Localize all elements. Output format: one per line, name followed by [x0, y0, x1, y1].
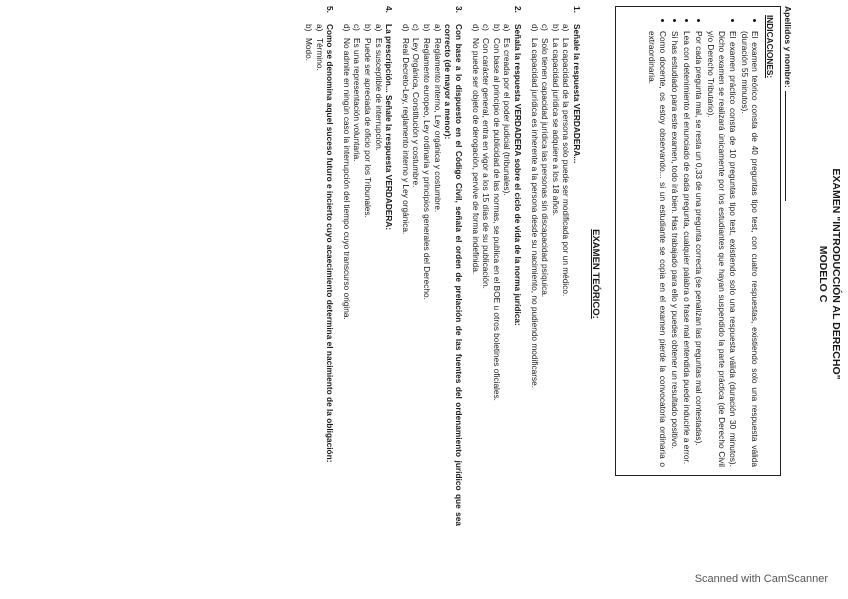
option-letter: a) — [432, 24, 443, 32]
answer-option — [540, 6, 551, 526]
answer-option — [491, 6, 502, 526]
answer-option — [352, 6, 363, 526]
option-text: Es susceptible de interrupción. — [373, 38, 384, 151]
exam-document — [78, 0, 848, 574]
instructions-list — [647, 15, 761, 467]
question-number: 5. — [325, 6, 336, 13]
question-text: Con base a lo dispuesto en el Código Civil, señala el orden de prelación de las fuentes del ordenamiento jurídico que sea correcto (de mayor a menor): — [443, 24, 464, 526]
option-letter: b) — [303, 24, 314, 32]
question-number: 1. — [572, 6, 582, 13]
option-text: No puede ser objeto de derogación, pervive de forma indefinida. — [470, 38, 481, 275]
student-name-blank — [785, 91, 786, 201]
answer-option — [411, 6, 422, 526]
question-text: Señale la respuesta VERDADERA... — [572, 24, 582, 164]
option-letter: c) — [411, 24, 422, 31]
question-number: 2. — [512, 6, 523, 13]
exam-title-line-2: MODELO C — [817, 245, 830, 303]
option-text: No admite en ningún caso la interrupción del tiempo cuyo transcurso origina. — [341, 38, 352, 320]
question-number: 3. — [453, 6, 464, 13]
answer-option — [421, 6, 432, 526]
option-letter: d) — [470, 24, 481, 32]
option-text: Con carácter general, entra en vigor a los 15 días de su publicación. — [481, 38, 492, 289]
answer-option — [502, 6, 513, 526]
option-text: Con base al principio de publicidad de las normas, se publica en el BOE u otros boletines oficiales. — [491, 38, 502, 401]
option-letter: d) — [341, 24, 352, 32]
option-text: Puede ser apreciada de oficio por los Tribunales. — [363, 38, 374, 218]
option-letter: c) — [352, 24, 363, 31]
question — [470, 6, 523, 526]
answer-option — [432, 6, 443, 526]
answer-option — [529, 6, 540, 526]
option-letter: d) — [529, 24, 540, 32]
question — [303, 6, 335, 526]
answer-option — [314, 6, 325, 526]
question-stem — [571, 6, 582, 526]
question-stem — [325, 6, 336, 526]
question-stem — [443, 6, 464, 526]
option-text: La capacidad de la persona solo puede ser modificada por un médico. — [561, 38, 572, 297]
option-letter: a) — [314, 24, 325, 32]
option-text: Reglamento europeo, Ley ordinaria y principios generales del Derecho. — [422, 38, 433, 300]
question-text: La prescripción... Señale la respuesta VERDADERA: — [384, 24, 395, 231]
answer-option — [341, 6, 352, 526]
question-text: Señala la respuesta VERDADERA sobre el ciclo de vida de la norma jurídica: — [512, 24, 523, 326]
answer-option — [303, 6, 314, 526]
exam-title — [817, 0, 842, 574]
answer-option — [400, 6, 411, 526]
option-text: Término. — [314, 38, 325, 71]
answer-option — [550, 6, 561, 526]
instruction-item: • Como docente, os estoy observando... si un estudiante se copia en el examen pierde la convocatoria ordinaria o extraordinaria. — [647, 31, 668, 467]
question-stem — [512, 6, 523, 526]
option-text: Solo tienen capacidad jurídica las personas sin discapacidad psíquica. — [540, 38, 551, 298]
option-letter: a) — [502, 24, 513, 32]
option-letter: a) — [373, 24, 384, 32]
camscanner-watermark: Scanned with CamScanner — [694, 573, 828, 585]
option-text: Reglamento interno, Ley orgánica y costumbre. — [432, 38, 443, 213]
question-stem — [384, 6, 395, 526]
option-letter: b) — [491, 24, 502, 32]
option-text: La capacidad jurídica es inherente a la persona desde su nacimiento, no pudiendo modificarse. — [529, 38, 540, 389]
answer-option — [561, 6, 572, 526]
answer-option — [373, 6, 384, 526]
option-letter: a) — [561, 24, 572, 32]
instruction-item: • El examen teórico consta de 40 preguntas tipo test, con cuatro respuestas, existiendo solo una respuesta válida (duración 55 minutos). — [739, 31, 760, 467]
instruction-item: • Si has estudiado para este examen, todo irá bien. Has trabajado para ello y puedes obtener un resultado positivo. — [670, 31, 681, 467]
section-title: EXAMEN TEÓRICO: — [590, 229, 601, 319]
instructions-box — [615, 6, 781, 476]
option-letter: b) — [363, 24, 374, 32]
option-letter: c) — [540, 24, 551, 31]
instruction-item: • El examen práctico consta de 10 preguntas tipo test, existiendo solo una respuesta válida (duración 30 minutos). Dicho examen se realizará únicamente por los estudiantes que hayan suspendido la parte práctica (de Derecho Civil y/o Derecho Tributario). — [706, 31, 738, 467]
answer-option — [481, 6, 492, 526]
question-text: Como se denomina aquel suceso futuro e incierto cuyo acaecimiento determina el nacimiento de la obligación: — [325, 24, 336, 463]
student-name-label: Apellidos y nombre: — [783, 6, 793, 88]
questions-list — [297, 6, 582, 526]
option-text: Ley Orgánica, Constitución y costumbre. — [411, 38, 422, 188]
answer-option — [362, 6, 373, 526]
instruction-item: • Lea con detenimiento el enunciado de cada pregunta, cualquier palabra o frase mal entendida puede inducirle a error. — [682, 31, 693, 467]
option-letter: b) — [550, 24, 561, 32]
question — [341, 6, 394, 526]
option-text: Real Decreto-Ley, reglamento interno y Ley orgánica. — [400, 38, 411, 235]
option-text: La capacidad jurídica se adquiere a los 18 años. — [550, 38, 561, 217]
option-text: Es una representación voluntaria. — [352, 38, 363, 162]
student-name-line — [782, 6, 793, 201]
instruction-item: • Por cada pregunta mal, se resta un 0,33 de una pregunta correcta (se penalizan las preguntas mal contestadas). — [694, 31, 705, 467]
instructions-title: INDICACIONES: — [765, 15, 775, 79]
question-number: 4. — [384, 6, 395, 13]
option-text: Es creada por el poder judicial (tribunales). — [502, 38, 513, 196]
exam-title-line-1: EXAMEN "INTRODUCCIÓN AL DERECHO" — [830, 168, 842, 380]
question — [529, 6, 582, 526]
option-letter: c) — [481, 24, 492, 31]
option-letter: b) — [422, 24, 433, 32]
option-letter: d) — [400, 24, 411, 32]
answer-option — [470, 6, 481, 526]
question — [400, 6, 464, 526]
option-text: Modo. — [303, 38, 314, 62]
